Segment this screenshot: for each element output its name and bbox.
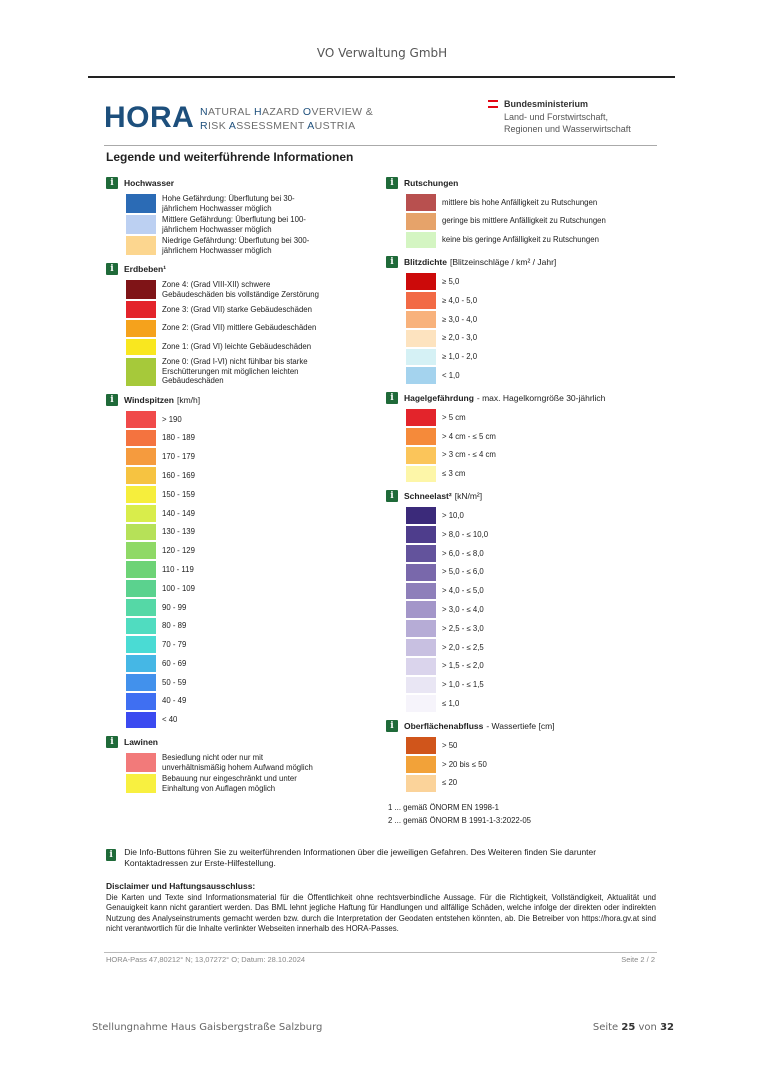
legend-item xyxy=(406,737,657,754)
header-rule xyxy=(88,76,675,78)
legend-color-swatch xyxy=(126,561,156,578)
legend-item-label: 180 - 189 xyxy=(162,433,195,443)
legend-color-swatch xyxy=(406,349,436,366)
legend-section-oberflächenabfluss xyxy=(384,718,657,791)
legend-item xyxy=(126,301,374,318)
legend-item xyxy=(126,448,374,465)
legend-color-swatch xyxy=(406,677,436,694)
footnotes xyxy=(388,801,531,827)
legend-item xyxy=(406,658,657,675)
legend-item xyxy=(126,580,374,597)
legend-section-header xyxy=(384,390,657,406)
legend-color-swatch xyxy=(406,232,436,249)
legend-section-header xyxy=(384,718,657,734)
legend-item xyxy=(126,774,374,793)
legend-color-swatch xyxy=(126,194,156,213)
legend-item-label: > 8,0 - ≤ 10,0 xyxy=(442,529,489,539)
austria-flag-icon xyxy=(488,100,498,109)
disclaimer-title: Disclaimer und Haftungsausschluss: xyxy=(106,881,256,891)
legend-section-unit: - max. Hagelkorngröße 30-jährlich xyxy=(476,393,606,404)
legend-color-swatch xyxy=(126,753,156,772)
legend-item-label: Niedrige Gefährdung: Überflutung bei 300-jährlichem Hochwasser möglich xyxy=(162,236,310,255)
info-button-icon[interactable]: i xyxy=(386,392,398,404)
legend-item xyxy=(126,194,374,213)
legend-item-label: Zone 0: (Grad I-VI) nicht fühlbar bis starke Erschütterungen mit möglichen leichten Gebäudeschäden xyxy=(162,357,308,386)
legend-item xyxy=(126,430,374,447)
legend-item-label: 130 - 139 xyxy=(162,527,195,537)
legend-item xyxy=(406,620,657,637)
legend-section-title: Rutschungen xyxy=(404,178,459,188)
legend-item xyxy=(126,215,374,234)
legend-color-swatch xyxy=(126,636,156,653)
legend-color-swatch xyxy=(406,695,436,712)
legend-color-swatch xyxy=(406,639,436,656)
legend-item-label: ≥ 5,0 xyxy=(442,277,460,287)
legend-item xyxy=(406,447,657,464)
legend-item xyxy=(406,194,657,211)
legend-item-label: keine bis geringe Anfälligkeit zu Rutschungen xyxy=(442,235,599,245)
legend-item-label: 120 - 129 xyxy=(162,546,195,556)
legend-item xyxy=(126,674,374,691)
legend-color-swatch xyxy=(126,236,156,255)
legend-color-swatch xyxy=(126,580,156,597)
legend-item xyxy=(406,545,657,562)
legend-item-label: > 3 cm - ≤ 4 cm xyxy=(442,450,496,460)
legend-color-swatch xyxy=(406,507,436,524)
legend-item xyxy=(126,753,374,772)
legend-section-header xyxy=(104,734,374,750)
legend-column-right xyxy=(384,175,657,798)
legend-item-label: > 1,5 - ≤ 2,0 xyxy=(442,661,484,671)
legend-item xyxy=(406,639,657,656)
legend-item xyxy=(406,677,657,694)
legend-color-swatch xyxy=(126,712,156,729)
legend-item-label: Bebauung nur eingeschränkt und unter Einhaltung von Auflagen möglich xyxy=(162,774,297,793)
legend-item-label: ≤ 3 cm xyxy=(442,469,466,479)
legend-color-swatch xyxy=(126,301,156,318)
legend-color-swatch xyxy=(406,756,436,773)
legend-color-swatch xyxy=(406,447,436,464)
legend-item-label: > 5 cm xyxy=(442,412,466,422)
info-button-icon[interactable]: i xyxy=(386,720,398,732)
legend-item-label: Zone 3: (Grad VII) starke Gebäudeschäden xyxy=(162,304,312,314)
legend-section-schneelast xyxy=(384,488,657,712)
legend-section-unit: [kN/m²] xyxy=(454,491,483,502)
legend-section-title: Hagelgefährdung xyxy=(404,393,474,404)
legend-item-label: ≤ 20 xyxy=(442,778,458,788)
legend-item-label: 70 - 79 xyxy=(162,640,187,650)
info-button-icon[interactable]: i xyxy=(106,394,118,406)
legend-color-swatch xyxy=(406,409,436,426)
legend-item-label: mittlere bis hohe Anfälligkeit zu Rutschungen xyxy=(442,197,598,207)
legend-item-label: 80 - 89 xyxy=(162,621,187,631)
legend-color-swatch xyxy=(406,658,436,675)
legend-color-swatch xyxy=(126,215,156,234)
legend-item xyxy=(126,618,374,635)
hora-pass-info: HORA-Pass 47,80212° N; 13,07272° O; Datum: 28.10.2024 xyxy=(106,955,306,964)
legend-color-swatch xyxy=(406,330,436,347)
legend-item-label: geringe bis mittlere Anfälligkeit zu Rutschungen xyxy=(442,216,606,226)
legend-color-swatch xyxy=(406,583,436,600)
legend-section-hochwasser xyxy=(104,175,374,255)
legend-color-swatch xyxy=(126,618,156,635)
legend-item-label: ≥ 3,0 - 4,0 xyxy=(442,314,478,324)
legend-color-swatch xyxy=(406,737,436,754)
legend-item xyxy=(126,599,374,616)
legend-color-swatch xyxy=(406,775,436,792)
legend-color-swatch xyxy=(126,674,156,691)
hora-pass-page: Seite 2 / 2 xyxy=(621,955,655,964)
legend-item-label: 50 - 59 xyxy=(162,677,187,687)
legend-item xyxy=(406,466,657,483)
legend-item xyxy=(126,486,374,503)
legend-item xyxy=(406,583,657,600)
legend-item xyxy=(126,320,374,337)
footnote-2: 2 ... gemäß ÖNORM B 1991-1-3:2022-05 xyxy=(388,816,532,825)
legend-item-label: Zone 1: (Grad VI) leichte Gebäudeschäden xyxy=(162,342,312,352)
legend-item xyxy=(406,213,657,230)
legend-section-header xyxy=(104,175,374,191)
legend-section-windspitzen xyxy=(104,392,374,729)
legend-section-unit: [km/h] xyxy=(176,394,201,405)
legend-color-swatch xyxy=(126,339,156,356)
legend-item-label: > 5,0 - ≤ 6,0 xyxy=(442,567,484,577)
legend-item xyxy=(406,232,657,249)
legend-item xyxy=(406,428,657,445)
legend-color-swatch xyxy=(126,542,156,559)
legend-item-label: > 190 xyxy=(162,414,182,424)
legend-section-title: Blitzdichte xyxy=(404,257,447,268)
document-bottom-rule xyxy=(104,952,657,953)
ministry-subtitle: Land- und Forstwirtschaft, Regionen und Wasserwirtschaft xyxy=(504,112,631,134)
legend-item-label: Besiedlung nicht oder nur mit unverhältnismäßig hohem Aufwand möglich xyxy=(162,753,313,772)
legend-item-label: ≤ 1,0 xyxy=(442,698,460,708)
legend-item-label: > 2,5 - ≤ 3,0 xyxy=(442,623,484,633)
document-rule xyxy=(104,145,657,146)
legend-section-rutschungen xyxy=(384,175,657,248)
legend-item-label: 90 - 99 xyxy=(162,602,187,612)
legend-item xyxy=(126,524,374,541)
legend-item-label: 60 - 69 xyxy=(162,658,187,668)
hora-logo: HORA xyxy=(104,101,195,134)
legend-item-label: Hohe Gefährdung: Überflutung bei 30-jährlichem Hochwasser möglich xyxy=(162,194,295,213)
legend-item xyxy=(126,411,374,428)
legend-item xyxy=(406,775,657,792)
legend-item xyxy=(126,339,374,356)
legend-item-label: ≥ 4,0 - 5,0 xyxy=(442,295,478,305)
hora-document xyxy=(104,95,657,970)
legend-section-title: Windspitzen xyxy=(124,394,174,405)
legend-color-swatch xyxy=(126,505,156,522)
legend-item-label: 110 - 119 xyxy=(162,564,194,574)
legend-section-blitzdichte xyxy=(384,254,657,384)
legend-item-label: > 4,0 - ≤ 5,0 xyxy=(442,586,484,596)
info-button-icon[interactable]: i xyxy=(106,177,118,189)
legend-color-swatch xyxy=(406,620,436,637)
legend-item-label: < 40 xyxy=(162,715,178,725)
legend-item xyxy=(406,601,657,618)
legend-item-label: > 50 xyxy=(442,740,458,750)
legend-color-swatch xyxy=(126,486,156,503)
legend-item xyxy=(406,311,657,328)
legend-item-label: > 1,0 - ≤ 1,5 xyxy=(442,680,484,690)
info-button-icon[interactable]: i xyxy=(106,263,118,275)
legend-item-label: > 20 bis ≤ 50 xyxy=(442,759,487,769)
legend-section-header xyxy=(104,392,374,408)
legend-section-header xyxy=(384,254,657,270)
info-button-icon[interactable]: i xyxy=(386,177,398,189)
legend-item xyxy=(126,236,374,255)
legend-item-label: ≥ 2,0 - 3,0 xyxy=(442,333,478,343)
legend-item xyxy=(126,636,374,653)
legend-section-title: Erdbeben¹ xyxy=(124,264,167,274)
legend-item xyxy=(126,280,374,299)
info-button-icon[interactable]: i xyxy=(386,256,398,268)
info-button-icon[interactable]: i xyxy=(106,736,118,748)
legend-item-label: > 4 cm - ≤ 5 cm xyxy=(442,431,496,441)
legend-item-label: 160 - 169 xyxy=(162,470,195,480)
legend-section-header xyxy=(384,488,657,504)
legend-color-swatch xyxy=(406,311,436,328)
legend-section-unit: - Wassertiefe [cm] xyxy=(486,721,555,732)
legend-color-swatch xyxy=(406,564,436,581)
legend-section-erdbeben xyxy=(104,261,374,386)
legend-item-label: 140 - 149 xyxy=(162,508,195,518)
legend-color-swatch xyxy=(126,448,156,465)
legend-item xyxy=(406,273,657,290)
legend-item xyxy=(126,712,374,729)
legend-color-swatch xyxy=(126,411,156,428)
legend-color-swatch xyxy=(406,466,436,483)
legend-color-swatch xyxy=(406,292,436,309)
legend-item xyxy=(406,526,657,543)
legend-item xyxy=(126,357,374,386)
disclaimer-text: Die Karten und Texte sind Informationsmaterial für die Öffentlichkeit ohne rechtsverbindliche Aussage. Für die Richtigkeit, Vollständigkeit, Aktualität und Genauigkeit kann nicht garantiert werden. Das BML lehnt jegliche Haftung für Handlungen und allfällige Schäden, welche infolge der direkten oder indirekten Nutzung des Analyseinstruments gemacht werden bzw. durch die Interpretation der Geodaten entstehen könnten, ab. Die Betreiber von https://hora.gv.at sind nicht verantwortlich für die Inhalte verlinkter Webseiten innerhalb des HORA-Passes. xyxy=(106,893,656,933)
legend-color-swatch xyxy=(126,599,156,616)
legend-color-swatch xyxy=(126,693,156,710)
info-button-icon[interactable]: i xyxy=(386,490,398,502)
legend-item xyxy=(406,330,657,347)
legend-item xyxy=(406,507,657,524)
legend-section-header xyxy=(104,261,374,277)
legend-item-label: Mittlere Gefährdung: Überflutung bei 100-jährlichem Hochwasser möglich xyxy=(162,215,306,234)
legend-item xyxy=(406,409,657,426)
legend-item-label: Zone 2: (Grad VII) mittlere Gebäudeschäden xyxy=(162,323,317,333)
legend-color-swatch xyxy=(406,428,436,445)
legend-color-swatch xyxy=(406,194,436,211)
legend-item xyxy=(406,564,657,581)
legend-color-swatch xyxy=(406,213,436,230)
legend-color-swatch xyxy=(126,655,156,672)
legend-color-swatch xyxy=(406,601,436,618)
legend-item xyxy=(406,349,657,366)
page-header: VO Verwaltung GmbH xyxy=(316,46,448,60)
legend-color-swatch xyxy=(126,280,156,299)
legend-item xyxy=(126,561,374,578)
legend-color-swatch xyxy=(406,526,436,543)
legend-color-swatch xyxy=(126,524,156,541)
legend-item-label: 100 - 109 xyxy=(162,583,195,593)
info-note xyxy=(104,847,657,869)
legend-color-swatch xyxy=(406,273,436,290)
legend-item xyxy=(126,467,374,484)
legend-color-swatch xyxy=(406,367,436,384)
legend-color-swatch xyxy=(406,545,436,562)
legend-section-title: Lawinen xyxy=(124,737,159,748)
legend-section-header xyxy=(384,175,657,191)
legend-item-label: > 6,0 - ≤ 8,0 xyxy=(442,548,484,558)
footnote-1: 1 ... gemäß ÖNORM EN 1998-1 xyxy=(388,803,499,812)
info-note-text: Die Info-Buttons führen Sie zu weiterführenden Informationen über die jeweiligen Gefahren. Des Weiteren finden Sie darunter Kontaktadressen zur Erste-Hilfestellung. xyxy=(124,847,597,868)
legend-section-title: Schneelast² xyxy=(404,491,452,502)
legend-item xyxy=(126,542,374,559)
legend-item xyxy=(126,505,374,522)
legend-item-label: > 2,0 - ≤ 2,5 xyxy=(442,642,484,652)
legend-item xyxy=(406,695,657,712)
page-footer-number: Seite 25 von 32 xyxy=(592,1022,674,1033)
legend-column-left xyxy=(104,175,374,799)
legend-item-label: ≥ 1,0 - 2,0 xyxy=(442,352,478,362)
legend-item xyxy=(406,367,657,384)
legend-color-swatch xyxy=(126,774,156,793)
legend-item-label: 40 - 49 xyxy=(162,696,187,706)
legend-section-lawinen xyxy=(104,734,374,793)
legend-item xyxy=(406,756,657,773)
legend-item xyxy=(406,292,657,309)
legend-color-swatch xyxy=(126,467,156,484)
legend-item-label: 170 - 179 xyxy=(162,452,195,462)
info-button-icon[interactable]: i xyxy=(106,849,116,861)
legend-section-hagelgefährdung xyxy=(384,390,657,482)
legend-section-title: Hochwasser xyxy=(124,178,175,188)
legend-section-title: Oberflächenabfluss xyxy=(404,721,484,732)
legend-item-label: 150 - 159 xyxy=(162,489,195,499)
legend-item-label: < 1,0 xyxy=(442,371,460,381)
legend-item-label: Zone 4: (Grad VIII-XII) schwere Gebäudeschäden bis vollständige Zerstörung xyxy=(162,280,319,299)
legend-color-swatch xyxy=(126,358,156,386)
legend-item-label: > 10,0 xyxy=(442,511,464,520)
legend-color-swatch xyxy=(126,320,156,337)
hora-logo-subtitle: NATURAL HAZARD OVERVIEW & RISK ASSESSMENT AUSTRIA xyxy=(200,106,374,132)
legend-color-swatch xyxy=(126,430,156,447)
ministry-title: Bundesministerium xyxy=(504,99,589,109)
legend-item-label: > 3,0 - ≤ 4,0 xyxy=(442,604,484,614)
legend-section-unit: [Blitzeinschläge / km² / Jahr] xyxy=(449,257,557,268)
legend-item xyxy=(126,655,374,672)
legend-item xyxy=(126,693,374,710)
page-footer-title: Stellungnahme Haus Gaisbergstraße Salzburg xyxy=(92,1022,323,1033)
legend-title: Legende und weiterführende Informationen xyxy=(106,150,354,164)
